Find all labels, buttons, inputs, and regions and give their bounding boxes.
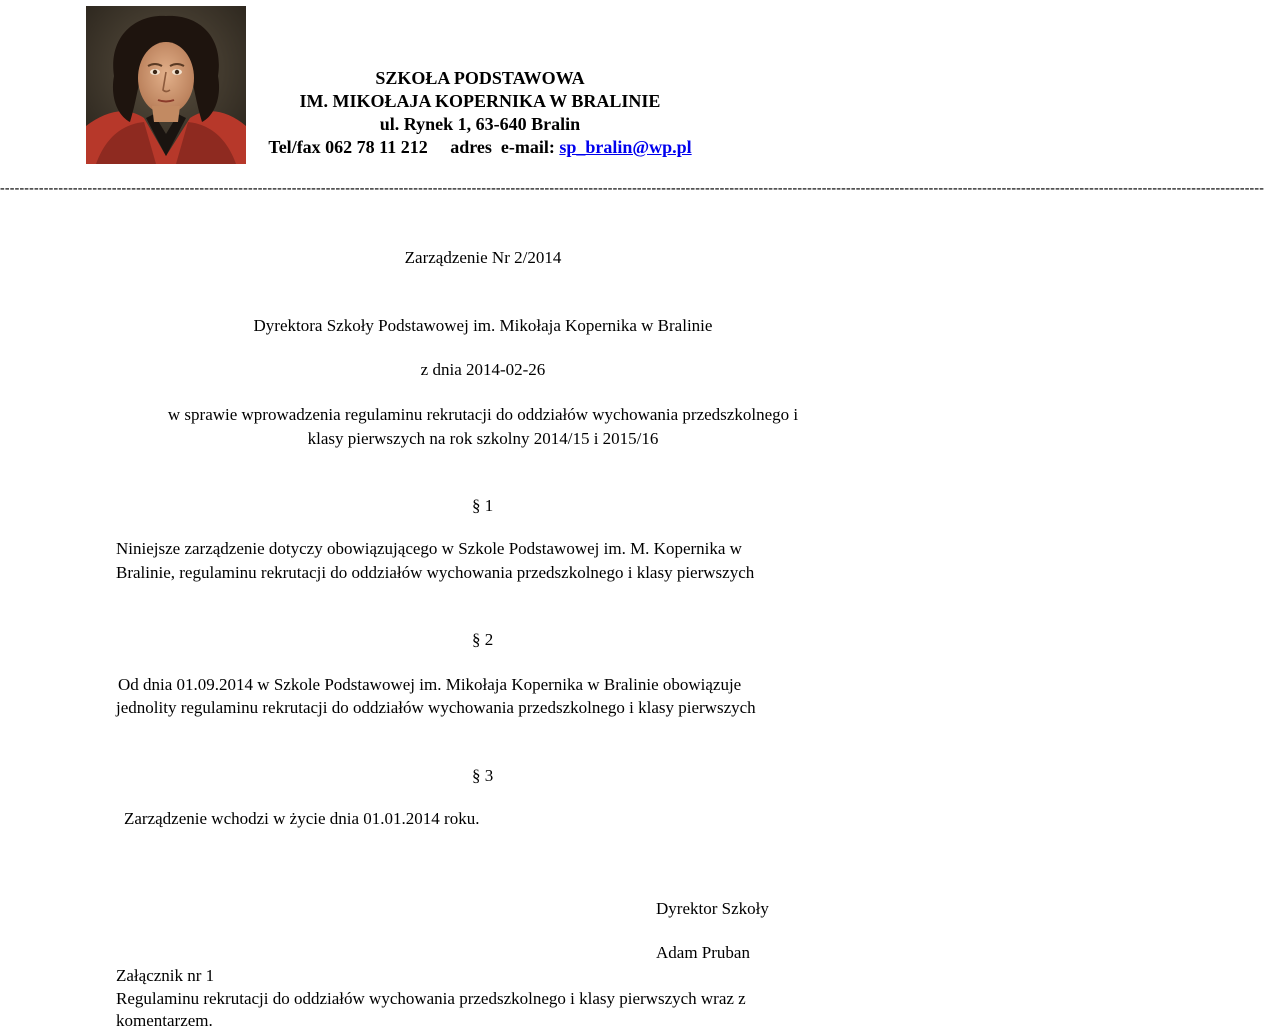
decree-issuer: Dyrektora Szkoły Podstawowej im. Mikołaja Kopernika w Bralinie [253, 316, 713, 335]
section-2-line-1: Od dnia 01.09.2014 w Szkole Podstawowej im. Mikołaja Kopernika w Bralinie obowiązuje [118, 675, 742, 694]
header-separator: -------------------------------------------------------------------------------------------------------------------------------------------------------------------------------------------------------------------------------------------------------------------- [0, 181, 1264, 196]
school-contact [200, 136, 760, 159]
decree-subject-line-2: klasy pierwszych na rok szkolny 2014/15 i 2015/16 [307, 429, 659, 448]
section-3-line-1: Zarządzenie wchodzi w życie dnia 01.01.2014 roku. [124, 809, 480, 828]
attachment-title-line-1: Regulaminu rekrutacji do oddziałów wychowania przedszkolnego i klasy pierwszych wraz z [116, 989, 746, 1008]
attachment-label: Załącznik nr 1 [116, 966, 215, 985]
section-1-line-1: Niniejsze zarządzenie dotyczy obowiązującego w Szkole Podstawowej im. M. Kopernika w [116, 539, 742, 558]
section-2-mark: § 2 [472, 630, 494, 649]
section-2-line-2: jednolity regulaminu rekrutacji do oddziałów wychowania przedszkolnego i klasy pierwszych [116, 698, 756, 717]
decree-date: z dnia 2014-02-26 [420, 360, 546, 379]
signature-name: Adam Pruban [656, 943, 750, 962]
school-address: ul. Rynek 1, 63-640 Bralin [379, 114, 581, 134]
section-1-line-2: Bralinie, regulaminu rekrutacji do oddziałów wychowania przedszkolnego i klasy pierwszych [116, 563, 755, 582]
school-patron: IM. MIKOŁAJA KOPERNIKA W BRALINIE [299, 91, 661, 111]
attachment-title-line-2: komentarzem. [116, 1011, 213, 1030]
school-header [200, 67, 760, 159]
signature-role: Dyrektor Szkoły [656, 899, 769, 918]
section-3-mark: § 3 [472, 766, 494, 785]
contact-phone: Tel/fax 062 78 11 212 adres e-mail: [268, 137, 560, 157]
email-link[interactable]: sp_bralin@wp.pl [559, 137, 692, 157]
section-1-mark: § 1 [472, 496, 494, 515]
decree-title: Zarządzenie Nr 2/2014 [404, 248, 562, 267]
school-name: SZKOŁA PODSTAWOWA [375, 68, 585, 88]
decree-subject-line-1: w sprawie wprowadzenia regulaminu rekrutacji do oddziałów wychowania przedszkolnego i [167, 405, 799, 424]
